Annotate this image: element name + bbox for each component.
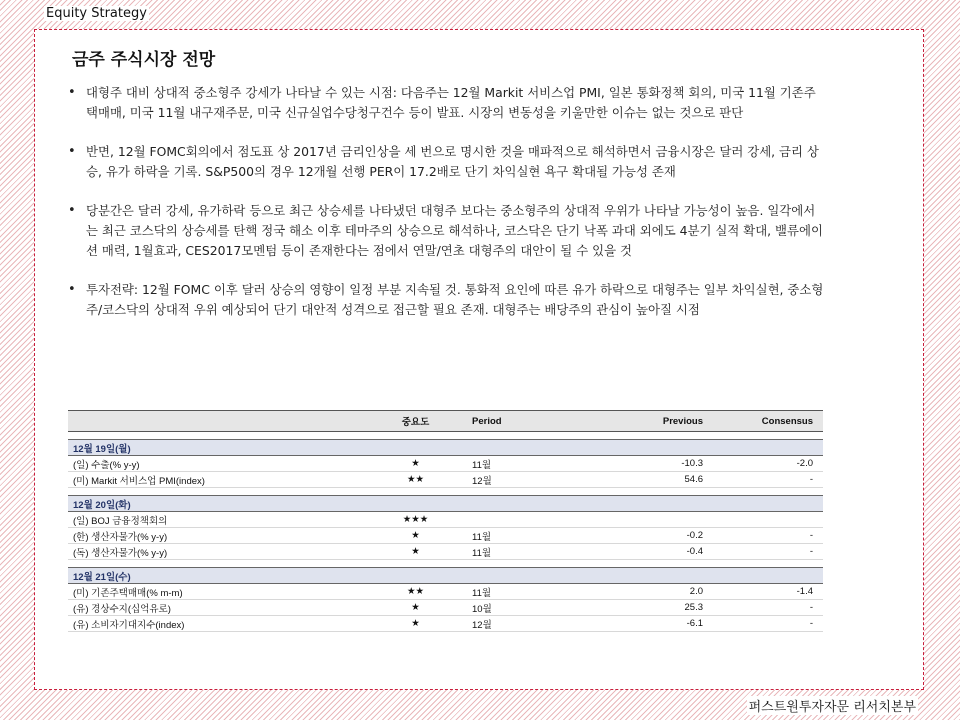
event-name: (유) 소비자기대지수(index) <box>68 616 368 632</box>
table-header-row <box>68 411 823 432</box>
table-row <box>68 544 823 560</box>
date-row <box>68 568 823 584</box>
previous-cell: -10.3 <box>563 456 713 472</box>
consensus-cell: -1.4 <box>713 584 823 600</box>
event-name: (한) 생산자물가(% y-y) <box>68 528 368 544</box>
outlook-bullet-list <box>66 83 824 339</box>
bullet-item: • 대형주 대비 상대적 중소형주 강세가 나타날 수 있는 시점: 다음주는 12월 Markit 서비스업 PMI, 일본 통화정책 회의, 미국 11월 기존주택매매, 미국 11월 내구재주문, 미국 신규실업수당청구건수 등이 발표. 시장의 변동성을 키울만한 이슈는 없는 것으로 판단 <box>66 83 824 123</box>
period-cell: 11월 <box>463 584 563 600</box>
col-header-importance: 중요도 <box>368 411 463 432</box>
economic-calendar-table <box>68 410 823 632</box>
importance-stars: ★★★ <box>368 512 463 528</box>
col-header-consensus: Consensus <box>713 411 823 432</box>
consensus-cell: - <box>713 616 823 632</box>
date-row <box>68 496 823 512</box>
importance-stars: ★ <box>368 544 463 560</box>
report-section-label: Equity Strategy <box>46 6 147 21</box>
event-name: (미) Markit 서비스업 PMI(index) <box>68 472 368 488</box>
previous-cell: 54.6 <box>563 472 713 488</box>
event-name: (일) BOJ 금융정책회의 <box>68 512 368 528</box>
date-label: 12월 20일(화) <box>68 496 823 512</box>
previous-cell: -0.4 <box>563 544 713 560</box>
previous-cell: 25.3 <box>563 600 713 616</box>
col-header-previous: Previous <box>563 411 713 432</box>
col-header-name <box>68 411 368 432</box>
bullet-item: • 투자전략: 12월 FOMC 이후 달러 상승의 영향이 일정 부분 지속될 것. 통화적 요인에 따른 유가 하락으로 대형주는 일부 차익실현, 중소형주/코스닥의 상대적 우위 예상되어 단기 대안적 성격으로 접근할 필요 존재. 대형주는 배당주의 관심이 높아질 시점 <box>66 280 824 320</box>
table-row <box>68 512 823 528</box>
table-row <box>68 456 823 472</box>
importance-stars: ★ <box>368 456 463 472</box>
period-cell: 11월 <box>463 544 563 560</box>
consensus-cell: - <box>713 528 823 544</box>
event-name: (유) 경상수지(십억유로) <box>68 600 368 616</box>
previous-cell: -0.2 <box>563 528 713 544</box>
bullet-item: • 반면, 12월 FOMC회의에서 점도표 상 2017년 금리인상을 세 번으로 명시한 것을 매파적으로 해석하면서 금융시장은 달러 강세, 금리 상승, 유가 하락을 기록. S&P500의 경우 12개월 선행 PER이 17.2배로 단기 차익실현 욕구 확대될 가능성 존재 <box>66 142 824 182</box>
consensus-cell <box>713 512 823 528</box>
period-cell: 12월 <box>463 472 563 488</box>
importance-stars: ★★ <box>368 472 463 488</box>
importance-stars: ★ <box>368 616 463 632</box>
publisher-label: 퍼스트원투자자문 리서치본부 <box>747 696 918 715</box>
period-cell <box>463 512 563 528</box>
period-cell: 10월 <box>463 600 563 616</box>
event-name: (미) 기존주택매매(% m-m) <box>68 584 368 600</box>
importance-stars: ★ <box>368 600 463 616</box>
importance-stars: ★ <box>368 528 463 544</box>
consensus-cell: - <box>713 472 823 488</box>
consensus-cell: - <box>713 544 823 560</box>
period-cell: 12월 <box>463 616 563 632</box>
date-label: 12월 19일(월) <box>68 440 823 456</box>
consensus-cell: - <box>713 600 823 616</box>
bullet-item: • 당분간은 달러 강세, 유가하락 등으로 최근 상승세를 나타냈던 대형주 보다는 중소형주의 상대적 우위가 나타날 가능성이 높음. 일각에서는 최근 코스닥의 상승세를 탄핵 정국 해소 이후 테마주의 상승으로 해석하나, 코스닥은 단기 낙폭 과대 외에도 4분기 실적 확대, 밸류에이션 매력, 1월효과, CES2017모멘텀 등이 존재한다는 점에서 연말/연초 대형주의 대안이 될 수 있을 것 <box>66 201 824 261</box>
period-cell: 11월 <box>463 528 563 544</box>
page-title: 금주 주식시장 전망 <box>72 50 216 70</box>
event-name: (일) 수출(% y-y) <box>68 456 368 472</box>
importance-stars: ★★ <box>368 584 463 600</box>
table-row <box>68 600 823 616</box>
table-row <box>68 472 823 488</box>
date-label: 12월 21일(수) <box>68 568 823 584</box>
event-name: (독) 생산자물가(% y-y) <box>68 544 368 560</box>
col-header-period: Period <box>463 411 563 432</box>
date-row <box>68 440 823 456</box>
table-row <box>68 584 823 600</box>
previous-cell: 2.0 <box>563 584 713 600</box>
consensus-cell: -2.0 <box>713 456 823 472</box>
previous-cell: -6.1 <box>563 616 713 632</box>
period-cell: 11월 <box>463 456 563 472</box>
previous-cell <box>563 512 713 528</box>
table-row <box>68 616 823 632</box>
table-row <box>68 528 823 544</box>
